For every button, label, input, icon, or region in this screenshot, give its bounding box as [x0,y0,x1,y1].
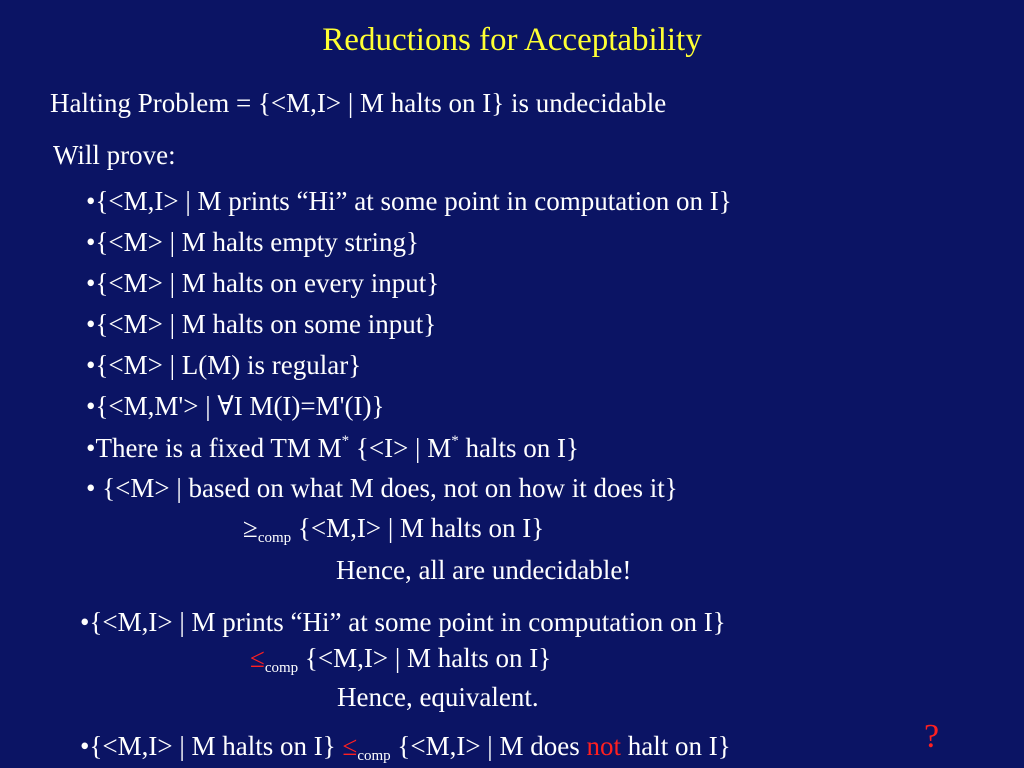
fixed-tm-star: * [341,433,350,449]
geq-comp-rest: {<M,I> | M halts on I} [291,513,545,543]
bullet-prints-hi: •{<M,I> | M prints “Hi” at some point in computation on I} [86,186,732,216]
not-word: not [586,731,621,761]
leq-symbol: ≤ [250,643,265,673]
will-prove-label: Will prove: [53,140,176,170]
bullet-halts-every: •{<M> | M halts on every input} [86,268,440,298]
geq-symbol: ≥ [243,513,258,543]
not-halt-leq-symbol: ≤ [342,731,358,761]
hence-undecidable: Hence, all are undecidable! [336,555,632,585]
bullet-prints-hi-2: •{<M,I> | M prints “Hi” at some point in computation on I} [80,607,726,637]
slide-title: Reductions for Acceptability [322,22,702,58]
geq-comp-subscript: comp [257,530,292,546]
bullet-regular: •{<M> | L(M) is regular} [86,350,362,380]
fixed-tm-pre: •There is a fixed TM M [86,433,342,463]
fixed-tm-star2: * [451,433,459,449]
bullet-halts-some: •{<M> | M halts on some input} [86,309,437,339]
bullet-equivalence: •{<M,M'> | ∀I M(I)=M'(I)} [86,391,385,421]
not-halt-pre: •{<M,I> | M halts on I} [80,731,343,761]
not-halt-post: halt on I} [620,731,731,761]
halting-problem-line: Halting Problem = {<M,I> | M halts on I} is undecidable [50,88,667,118]
leq-comp-line [250,645,551,676]
leq-comp-rest: {<M,I> | M halts on I} [298,643,552,673]
leq-comp-subscript: comp [264,660,299,676]
not-halt-comp-subscript: comp [357,748,391,764]
bullet-not-halt [80,733,731,764]
question-mark: ? [924,718,940,755]
bullet-based-on: • {<M> | based on what M does, not on how it does it} [86,473,678,503]
geq-comp-line [243,515,544,546]
fixed-tm-post: halts on I} [458,433,579,463]
not-halt-mid: {<M,I> | M does [390,731,587,761]
bullet-halts-empty: •{<M> | M halts empty string} [86,227,419,257]
fixed-tm-mid: {<I> | M [349,433,452,463]
bullet-fixed-tm [86,434,579,462]
hence-equivalent: Hence, equivalent. [337,682,539,712]
